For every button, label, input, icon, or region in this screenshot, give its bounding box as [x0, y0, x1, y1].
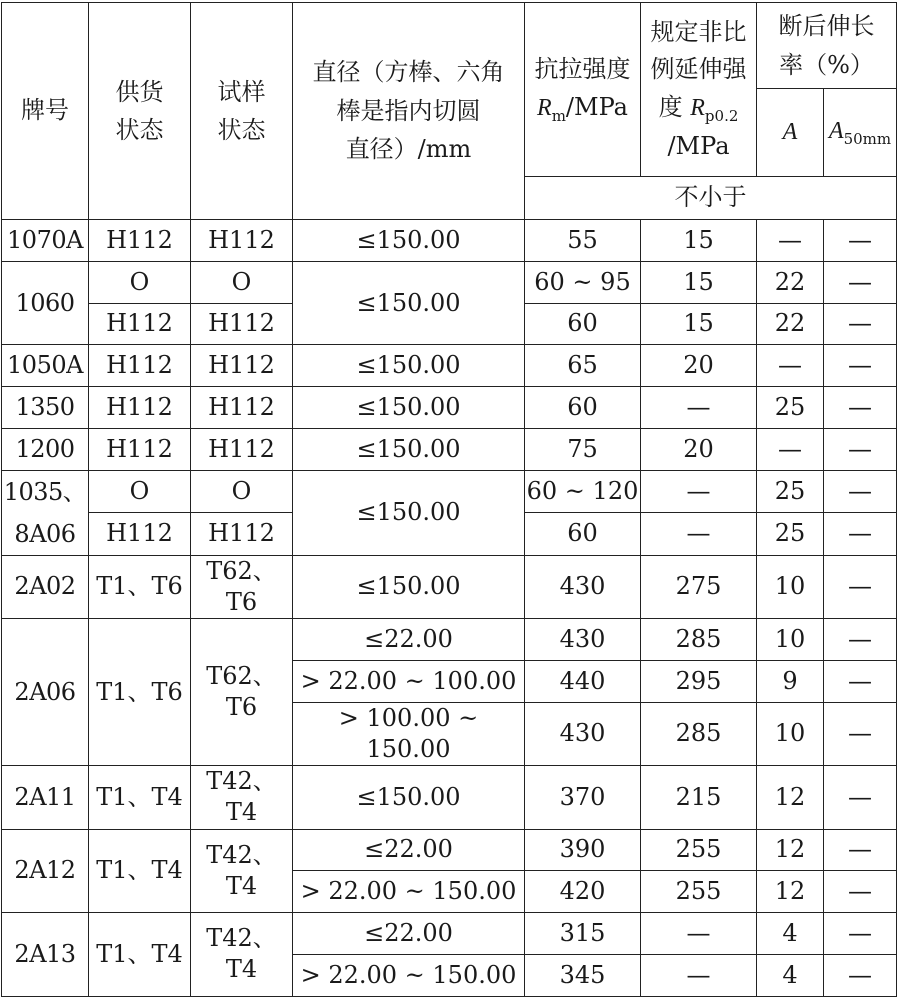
diameter-cell: ≤22.00	[293, 619, 525, 661]
sample-state-cell: O	[191, 470, 293, 513]
grade-cell: 2A02	[2, 555, 89, 618]
table-row	[2, 261, 897, 303]
header-yield-sub: p0.2	[704, 106, 739, 125]
header-elong-a50-symbol: A	[828, 118, 844, 145]
elongation-a-cell: 22	[757, 261, 824, 303]
elongation-a-cell: 12	[757, 766, 824, 829]
header-not-less-than: 不小于	[525, 177, 897, 220]
elongation-a-cell: 10	[757, 555, 824, 618]
property-table	[1, 2, 897, 997]
header-elongation	[757, 3, 897, 89]
sample-state-cell: H112	[191, 220, 293, 262]
elongation-a-cell: —	[757, 220, 824, 262]
header-sample-state-line: 试样	[217, 77, 266, 106]
grade-cell: 2A13	[2, 913, 89, 997]
elongation-a-cell: 25	[757, 387, 824, 429]
elongation-a-cell: 9	[757, 660, 824, 702]
supply-state-cell: T1、T6	[89, 555, 191, 618]
elongation-a50-cell: —	[824, 470, 897, 513]
sample-state-cell: T42、T4	[191, 829, 293, 913]
diameter-cell: ≤150.00	[293, 220, 525, 262]
tensile-strength-cell: 430	[525, 702, 641, 765]
table-row	[2, 913, 897, 955]
header-elong-a50	[824, 89, 897, 177]
yield-strength-cell: —	[641, 913, 757, 955]
header-diameter-line: 直径（方棒、六角	[312, 58, 505, 87]
header-supply-state-line: 供货	[115, 77, 164, 106]
header-elongation-line: 断后伸长	[778, 12, 875, 41]
yield-strength-cell: 15	[641, 220, 757, 262]
elongation-a50-cell: —	[824, 660, 897, 702]
grade-cell: 1050A	[2, 345, 89, 387]
grade-cell: 2A06	[2, 619, 89, 766]
table-row	[2, 470, 897, 513]
sample-state-cell: H112	[191, 303, 293, 345]
supply-state-cell: H112	[89, 387, 191, 429]
elongation-a50-cell: —	[824, 555, 897, 618]
supply-state-cell: H112	[89, 220, 191, 262]
header-elong-a50-sub: 50mm	[843, 130, 892, 149]
tensile-strength-cell: 370	[525, 766, 641, 829]
header-grade: 牌号	[2, 3, 89, 220]
header-elong-a-symbol: A	[782, 119, 798, 146]
tensile-strength-cell: 390	[525, 829, 641, 871]
table-row	[2, 428, 897, 470]
elongation-a-cell: 12	[757, 829, 824, 871]
elongation-a-cell: 4	[757, 954, 824, 996]
table-row	[2, 619, 897, 661]
elongation-a-cell: 25	[757, 470, 824, 513]
header-yield-line: 规定非比	[650, 18, 747, 47]
table-header	[2, 3, 897, 220]
header-supply-state-line: 状态	[115, 116, 164, 144]
yield-strength-cell: —	[641, 513, 757, 556]
yield-strength-cell: 15	[641, 303, 757, 345]
elongation-a-cell: 4	[757, 913, 824, 955]
tensile-strength-cell: 315	[525, 913, 641, 955]
header-elongation-line: 率（%）	[779, 50, 874, 79]
elongation-a50-cell: —	[824, 766, 897, 829]
elongation-a50-cell: —	[824, 387, 897, 429]
sample-state-cell: H112	[191, 428, 293, 470]
elongation-a50-cell: —	[824, 220, 897, 262]
supply-state-cell: H112	[89, 428, 191, 470]
tensile-strength-cell: 440	[525, 660, 641, 702]
supply-state-cell: H112	[89, 303, 191, 345]
sample-state-cell: O	[191, 261, 293, 303]
tensile-strength-cell: 345	[525, 954, 641, 996]
grade-cell: 1200	[2, 428, 89, 470]
header-yield-prefix: 度	[658, 92, 691, 121]
elongation-a50-cell: —	[824, 428, 897, 470]
elongation-a-cell: 12	[757, 871, 824, 913]
elongation-a50-cell: —	[824, 345, 897, 387]
header-yield-line: 例延伸强	[650, 55, 747, 84]
yield-strength-cell: 215	[641, 766, 757, 829]
diameter-cell: ≤150.00	[293, 345, 525, 387]
tensile-strength-cell: 60	[525, 303, 641, 345]
yield-strength-cell: 255	[641, 871, 757, 913]
elongation-a50-cell: —	[824, 829, 897, 871]
diameter-cell: > 100.00 ~ 150.00	[293, 702, 525, 765]
header-sample-state	[191, 3, 293, 220]
grade-cell-line: 8A06	[14, 519, 76, 548]
tensile-strength-cell: 430	[525, 619, 641, 661]
diameter-cell: ≤150.00	[293, 766, 525, 829]
elongation-a-cell: —	[757, 428, 824, 470]
grade-cell: 1350	[2, 387, 89, 429]
elongation-a50-cell: —	[824, 871, 897, 913]
sample-state-cell: H112	[191, 345, 293, 387]
grade-cell: 1060	[2, 261, 89, 345]
diameter-cell: > 22.00 ~ 150.00	[293, 954, 525, 996]
table-row	[2, 220, 897, 262]
tensile-strength-cell: 75	[525, 428, 641, 470]
yield-strength-cell: 255	[641, 829, 757, 871]
yield-strength-cell: 20	[641, 428, 757, 470]
sample-state-cell: T62、T6	[191, 619, 293, 766]
grade-cell	[2, 470, 89, 555]
header-tensile-symbol-line	[525, 89, 640, 128]
yield-strength-cell: 15	[641, 261, 757, 303]
table-row	[2, 555, 897, 618]
sample-state-cell: H112	[191, 387, 293, 429]
supply-state-cell: O	[89, 470, 191, 513]
elongation-a50-cell: —	[824, 954, 897, 996]
header-yield-strength	[641, 3, 757, 177]
header-tensile-strength	[525, 3, 641, 177]
elongation-a-cell: 25	[757, 513, 824, 556]
elongation-a50-cell: —	[824, 619, 897, 661]
elongation-a-cell: 10	[757, 619, 824, 661]
header-tensile-unit: /MPa	[565, 92, 628, 121]
diameter-cell: ≤22.00	[293, 913, 525, 955]
elongation-a50-cell: —	[824, 513, 897, 556]
header-yield-symbol-line	[641, 89, 756, 128]
supply-state-cell: H112	[89, 513, 191, 556]
supply-state-cell: T1、T6	[89, 619, 191, 766]
yield-strength-cell: —	[641, 954, 757, 996]
sample-state-cell: H112	[191, 513, 293, 556]
header-yield-symbol: R	[690, 94, 705, 121]
table-row	[2, 766, 897, 829]
yield-strength-cell: 20	[641, 345, 757, 387]
yield-strength-cell: —	[641, 387, 757, 429]
header-tensile-sub: m	[551, 106, 566, 125]
header-yield-unit: /MPa	[667, 131, 730, 160]
table-body	[2, 220, 897, 997]
header-elong-a	[757, 89, 824, 177]
elongation-a50-cell: —	[824, 913, 897, 955]
yield-strength-cell: 285	[641, 702, 757, 765]
elongation-a50-cell: —	[824, 702, 897, 765]
diameter-cell: > 22.00 ~ 100.00	[293, 660, 525, 702]
supply-state-cell: T1、T4	[89, 913, 191, 997]
header-sample-state-line: 状态	[217, 116, 266, 144]
diameter-cell: ≤150.00	[293, 428, 525, 470]
elongation-a-cell: 10	[757, 702, 824, 765]
yield-strength-cell: —	[641, 470, 757, 513]
elongation-a50-cell: —	[824, 261, 897, 303]
diameter-cell: ≤150.00	[293, 261, 525, 345]
grade-cell-line: 1035、	[3, 477, 87, 506]
elongation-a-cell: —	[757, 345, 824, 387]
supply-state-cell: H112	[89, 345, 191, 387]
header-diameter-line: 棒是指内切圆	[336, 96, 481, 125]
tensile-strength-cell: 60 ~ 120	[525, 470, 641, 513]
sample-state-cell: T62、T6	[191, 555, 293, 618]
tensile-strength-cell: 65	[525, 345, 641, 387]
tensile-strength-cell: 60	[525, 387, 641, 429]
yield-strength-cell: 285	[641, 619, 757, 661]
header-diameter	[293, 3, 525, 220]
table-row	[2, 345, 897, 387]
yield-strength-cell: 295	[641, 660, 757, 702]
supply-state-cell: O	[89, 261, 191, 303]
diameter-cell: ≤150.00	[293, 555, 525, 618]
tensile-strength-cell: 55	[525, 220, 641, 262]
grade-cell: 2A12	[2, 829, 89, 913]
sample-state-cell: T42、T4	[191, 913, 293, 997]
tensile-strength-cell: 60	[525, 513, 641, 556]
diameter-cell: > 22.00 ~ 150.00	[293, 871, 525, 913]
sample-state-cell: T42、T4	[191, 766, 293, 829]
yield-strength-cell: 275	[641, 555, 757, 618]
diameter-cell: ≤150.00	[293, 470, 525, 555]
tensile-strength-cell: 420	[525, 871, 641, 913]
diameter-cell: ≤150.00	[293, 387, 525, 429]
header-supply-state	[89, 3, 191, 220]
header-diameter-line: 直径）/mm	[345, 135, 472, 164]
elongation-a-cell: 22	[757, 303, 824, 345]
header-tensile-symbol: R	[537, 94, 552, 121]
elongation-a50-cell: —	[824, 303, 897, 345]
tensile-strength-cell: 430	[525, 555, 641, 618]
diameter-cell: ≤22.00	[293, 829, 525, 871]
grade-cell: 1070A	[2, 220, 89, 262]
table-row	[2, 829, 897, 871]
supply-state-cell: T1、T4	[89, 829, 191, 913]
header-tensile-line: 抗拉强度	[534, 55, 631, 84]
grade-cell: 2A11	[2, 766, 89, 829]
table-row	[2, 387, 897, 429]
tensile-strength-cell: 60 ~ 95	[525, 261, 641, 303]
supply-state-cell: T1、T4	[89, 766, 191, 829]
